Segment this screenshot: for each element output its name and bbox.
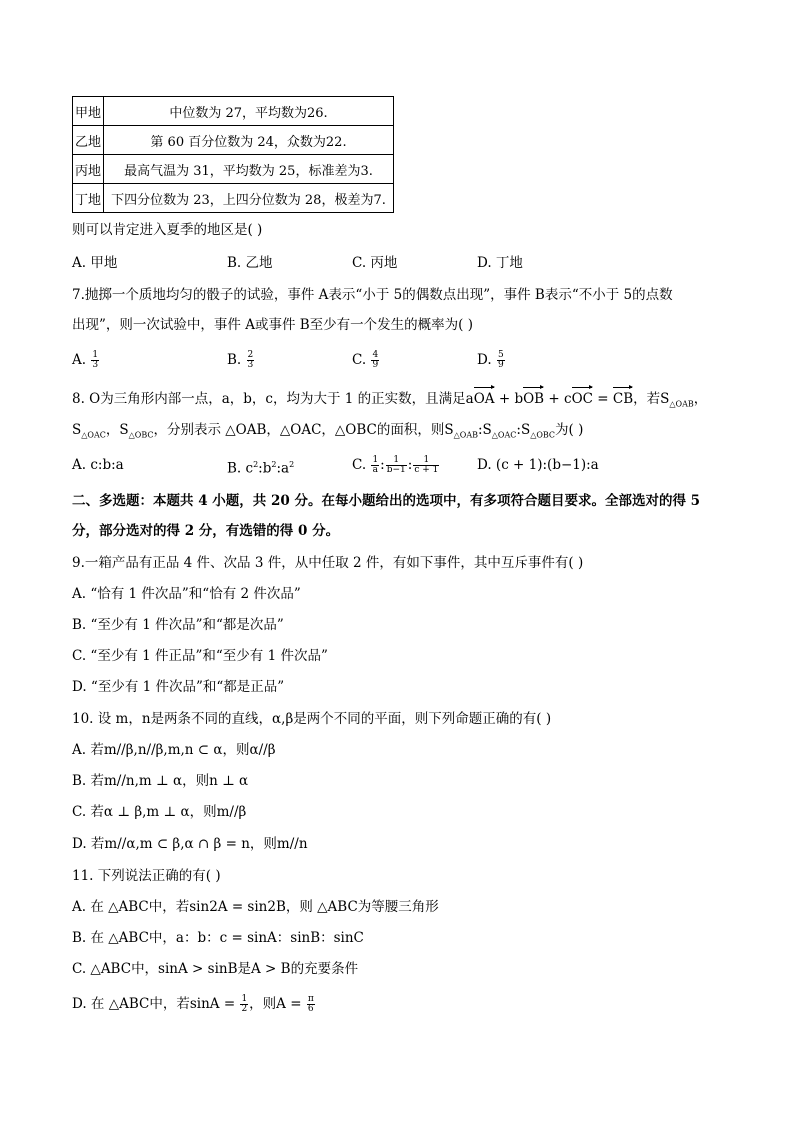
temperature-stats-table: [72, 96, 394, 213]
q8-mid: ，分别表示 △OAB，△OAC，△OBC的面积，则S: [153, 422, 454, 438]
option-text: ，则A =: [249, 996, 306, 1012]
subscript: △OAC: [491, 430, 517, 440]
stats-cell: 中位数为 27，平均数为26.: [104, 97, 394, 126]
q10-option-c: C. 若α ⊥ β,m ⊥ α，则m//β: [72, 804, 247, 820]
q10-option-a: A. 若m//β,n//β,m,n ⊂ α，则α//β: [72, 742, 276, 758]
location-cell: 乙地: [73, 126, 104, 155]
ratio-sep: :S: [477, 422, 492, 438]
s-symbol: ，S: [105, 422, 129, 438]
q7-option-a: [72, 350, 100, 370]
denominator: 2: [241, 1004, 248, 1014]
numerator: 5: [497, 350, 504, 360]
q8-after: ，若S: [633, 391, 670, 407]
table-row: [73, 97, 394, 126]
fraction: [371, 456, 379, 475]
fraction: [371, 351, 379, 370]
q6-option-b: B. 乙地: [227, 255, 273, 271]
stats-cell: 下四分位数为 23，上四分位数为 28，极差为7.: [104, 184, 394, 213]
q7-stem-line2: 出现”，则一次试验中，事件 A或事件 B至少有一个发生的概率为( ): [72, 317, 473, 333]
coef: + c: [544, 391, 572, 407]
table-row: [73, 184, 394, 213]
q8-stem-line1: 8. O为三角形内部一点，a，b，c，均为大于 1 的正实数，且满足aOA + bOB + cOC = CB，若$S_{\triangle OAB}$，: [72, 391, 708, 409]
q11-option-b: B. 在 △ABC中，a：b：c = sinA：sinB：sinC: [72, 930, 364, 946]
numerator: 4: [372, 350, 379, 360]
option-label: A.: [72, 352, 87, 368]
q9-stem: 9.一箱产品有正品 4 件、次品 3 件，从中任取 2 件，有如下事件，其中互斥事件有( ): [72, 555, 584, 571]
location-cell: 丙地: [73, 155, 104, 184]
numerator: π: [307, 994, 314, 1004]
numerator: 2: [247, 350, 254, 360]
fraction: [413, 456, 439, 475]
vector-cb: CB: [612, 391, 634, 407]
option-text: D. 在 △ABC中，若sinA =: [72, 996, 240, 1012]
vector-ob: OB: [523, 391, 545, 407]
q8-option-b: [227, 455, 294, 479]
section2-heading-line2: 分，部分选对的得 2 分，有选错的得 0 分。: [72, 523, 340, 539]
q6-option-d: D. 丁地: [477, 255, 523, 271]
fraction: [91, 351, 99, 370]
q9-option-b: B. “至少有 1 件次品”和“都是次品”: [72, 617, 284, 633]
denominator: 9: [372, 360, 379, 370]
stats-cell: 第 60 百分位数为 24，众数为22.: [104, 126, 394, 155]
fraction: [386, 456, 407, 475]
q8-intro: 8. O为三角形内部一点，a，b，c，均为大于 1 的正实数，且满足: [72, 391, 466, 407]
numerator: 1: [413, 456, 439, 466]
q6-option-a: A. 甲地: [72, 255, 118, 271]
table-row: [73, 126, 394, 155]
equals: =: [592, 391, 613, 407]
ratio-sep: :S: [516, 422, 531, 438]
denominator: 3: [247, 360, 254, 370]
subscript: △OAB: [453, 430, 478, 440]
q9-option-a: A. “恰有 1 件次品”和“恰有 2 件次品”: [72, 586, 301, 602]
q8-stem-line2: [72, 420, 583, 446]
numerator: 1: [92, 350, 99, 360]
denominator: a: [372, 465, 378, 475]
subscript: △OAB: [669, 399, 694, 409]
q8-option-d: D. (c + 1):(b−1):a: [477, 457, 599, 473]
option-label: B.: [227, 352, 242, 368]
fraction: [247, 351, 255, 370]
denominator: 6: [307, 1004, 314, 1014]
denominator: 3: [92, 360, 99, 370]
term: :a: [276, 460, 290, 477]
fraction: [240, 995, 248, 1014]
fraction: [307, 995, 315, 1014]
numerator: 1: [386, 456, 407, 466]
numerator: 1: [372, 455, 379, 465]
coef: + b: [494, 391, 524, 407]
q10-option-d: D. 若m//α,m ⊂ β,α ∩ β = n，则m//n: [72, 836, 308, 852]
exponent: 2: [253, 460, 259, 469]
vector-oa: OA: [473, 391, 495, 407]
s-symbol: S: [72, 422, 82, 438]
subscript: △OAC: [81, 430, 106, 440]
vector-oc: OC: [571, 391, 593, 407]
option-label: C.: [352, 457, 371, 473]
location-cell: 丁地: [73, 184, 104, 213]
q7-stem-line1: 7.抛掷一个质地均匀的骰子的试验，事件 A表示“小于 5的偶数点出现”，事件 B表示“不小于 5的点数: [72, 287, 673, 303]
exponent: 2: [271, 460, 277, 469]
fraction: [497, 351, 505, 370]
q11-option-c: C. △ABC中，sinA > sinB是A > B的充要条件: [72, 961, 359, 977]
q11-option-d: [72, 994, 316, 1014]
option-label: C.: [352, 352, 367, 368]
section2-heading-line1: 二、多选题：本题共 4 小题，共 20 分。在每小题给出的选项中，有多项符合题目要求。全部选对的得 5: [72, 493, 701, 509]
numerator: 1: [241, 994, 248, 1004]
option-label: B.: [227, 460, 246, 477]
stats-cell: 最高气温为 31，平均数为 25，标准差为3.: [104, 155, 394, 184]
term: :b: [258, 460, 272, 477]
q6-option-c: C. 丙地: [352, 255, 398, 271]
q9-option-c: C. “至少有 1 件正品”和“至少有 1 件次品”: [72, 648, 328, 664]
q6-stem: 则可以肯定进入夏季的地区是( ): [72, 222, 263, 238]
q8-option-c: C. $\frac{1}{a}$ : $\frac{1}{b-1}$ : $\frac{1}{c + 1}$: [352, 455, 439, 475]
q7-option-c: [352, 350, 380, 370]
q11-option-a: A. 在 △ABC中，若sin2A = sin2B，则 △ABC为等腰三角形: [72, 899, 439, 915]
exponent: 2: [289, 460, 295, 469]
q8-option-a: A. c:b:a: [72, 457, 124, 473]
denominator: b−1: [386, 465, 406, 475]
option-label: D.: [477, 352, 492, 368]
q9-option-d: D. “至少有 1 件次品”和“都是正品”: [72, 679, 285, 695]
q10-option-b: B. 若m//n,m ⊥ α，则n ⊥ α: [72, 773, 249, 789]
q7-option-b: [227, 350, 255, 370]
q11-stem: 11. 下列说法正确的有( ): [72, 868, 221, 884]
subscript: △OBC: [128, 430, 154, 440]
q8-end: 为( ): [555, 422, 584, 438]
table-row: [73, 155, 394, 184]
denominator: c + 1: [414, 465, 439, 475]
subscript: △OBC: [530, 430, 556, 440]
coef: a: [465, 391, 474, 407]
q7-option-d: [477, 350, 506, 370]
denominator: 9: [497, 360, 504, 370]
q10-stem: 10. 设 m，n是两条不同的直线，α,β是两个不同的平面，则下列命题正确的有( ): [72, 711, 552, 727]
location-cell: 甲地: [73, 97, 104, 126]
term: c: [245, 460, 254, 477]
